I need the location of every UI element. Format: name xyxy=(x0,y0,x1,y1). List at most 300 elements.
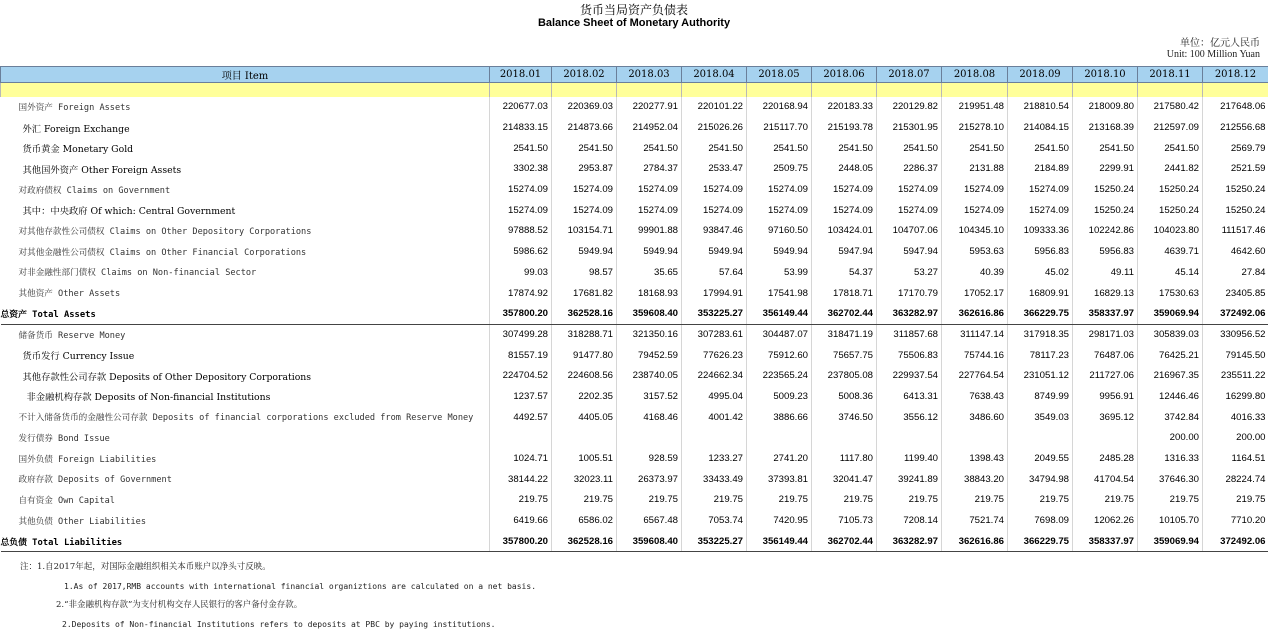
value-cell xyxy=(942,428,1008,449)
balance-sheet-table xyxy=(0,66,1268,552)
value-cell: 2541.50 xyxy=(617,138,682,159)
row-label xyxy=(1,324,490,345)
value-cell: 35.65 xyxy=(617,262,682,283)
value-cell: 1164.51 xyxy=(1203,448,1268,469)
value-cell: 219951.48 xyxy=(942,97,1008,118)
value-cell: 53.99 xyxy=(747,262,812,283)
table-row xyxy=(1,510,1268,531)
value-cell: 2953.87 xyxy=(552,159,617,180)
value-cell: 3695.12 xyxy=(1073,407,1138,428)
row-label-text: 对非金融性部门债权 Claims on Non-financial Sector xyxy=(18,268,257,279)
band-cell xyxy=(682,83,747,97)
value-cell: 97160.50 xyxy=(747,221,812,242)
table-body xyxy=(1,97,1268,552)
value-cell: 214873.66 xyxy=(552,117,617,138)
row-label xyxy=(1,365,490,386)
value-cell: 79145.50 xyxy=(1203,345,1268,366)
value-cell: 362616.86 xyxy=(942,303,1008,324)
header-band xyxy=(1,83,1268,97)
row-label-text: 储备货币 Reserve Money xyxy=(18,330,126,341)
header-month: 2018.01 xyxy=(490,67,552,83)
value-cell: 372492.06 xyxy=(1203,531,1268,552)
value-cell: 15274.09 xyxy=(747,179,812,200)
value-cell: 5947.94 xyxy=(812,241,877,262)
value-cell: 358337.97 xyxy=(1073,531,1138,552)
value-cell: 17541.98 xyxy=(747,283,812,304)
value-cell: 4642.60 xyxy=(1203,241,1268,262)
value-cell: 215193.78 xyxy=(812,117,877,138)
value-cell: 78117.23 xyxy=(1008,345,1073,366)
value-cell: 219.75 xyxy=(1203,490,1268,511)
value-cell: 224662.34 xyxy=(682,365,747,386)
value-cell: 3556.12 xyxy=(877,407,942,428)
header-month: 2018.06 xyxy=(812,67,877,83)
value-cell: 28224.74 xyxy=(1203,469,1268,490)
value-cell: 2541.50 xyxy=(1008,138,1073,159)
table-row xyxy=(1,345,1268,366)
value-cell: 27.84 xyxy=(1203,262,1268,283)
value-cell: 6413.31 xyxy=(877,386,942,407)
value-cell: 37646.30 xyxy=(1138,469,1203,490)
band-cell xyxy=(812,83,877,97)
band-cell xyxy=(617,83,682,97)
value-cell: 1117.80 xyxy=(812,448,877,469)
table-row xyxy=(1,241,1268,262)
value-cell: 227764.54 xyxy=(942,365,1008,386)
table-row xyxy=(1,386,1268,407)
value-cell: 353225.27 xyxy=(682,531,747,552)
value-cell: 223565.24 xyxy=(747,365,812,386)
value-cell xyxy=(490,428,552,449)
value-cell: 15274.09 xyxy=(1008,179,1073,200)
value-cell: 219.75 xyxy=(1073,490,1138,511)
value-cell: 4168.46 xyxy=(617,407,682,428)
band-cell xyxy=(1,83,490,97)
value-cell: 17530.63 xyxy=(1138,283,1203,304)
value-cell: 357800.20 xyxy=(490,531,552,552)
value-cell: 359608.40 xyxy=(617,303,682,324)
band-cell xyxy=(552,83,617,97)
value-cell: 17994.91 xyxy=(682,283,747,304)
value-cell: 16829.13 xyxy=(1073,283,1138,304)
header-month: 2018.03 xyxy=(617,67,682,83)
value-cell: 5949.94 xyxy=(552,241,617,262)
value-cell: 15274.09 xyxy=(747,200,812,221)
band-cell xyxy=(942,83,1008,97)
row-label-text: 其他资产 Other Assets xyxy=(18,289,121,300)
value-cell: 3549.03 xyxy=(1008,407,1073,428)
value-cell: 54.37 xyxy=(812,262,877,283)
unit-label-chinese: 单位：亿元人民币 xyxy=(1180,38,1260,49)
value-cell: 5947.94 xyxy=(877,241,942,262)
value-cell: 318471.19 xyxy=(812,324,877,345)
value-cell: 216967.35 xyxy=(1138,365,1203,386)
value-cell: 4001.42 xyxy=(682,407,747,428)
value-cell: 99901.88 xyxy=(617,221,682,242)
value-cell: 3886.66 xyxy=(747,407,812,428)
row-label-text: 对政府债权 Claims on Government xyxy=(18,185,171,196)
value-cell: 5956.83 xyxy=(1008,241,1073,262)
value-cell: 353225.27 xyxy=(682,303,747,324)
value-cell: 2448.05 xyxy=(812,159,877,180)
value-cell: 219.75 xyxy=(617,490,682,511)
value-cell: 15250.24 xyxy=(1138,200,1203,221)
row-label-text: 货币黄金 Monetary Gold xyxy=(22,144,134,156)
value-cell: 2299.91 xyxy=(1073,159,1138,180)
value-cell: 1199.40 xyxy=(877,448,942,469)
value-cell: 2441.82 xyxy=(1138,159,1203,180)
value-cell: 366229.75 xyxy=(1008,531,1073,552)
value-cell: 219.75 xyxy=(942,490,1008,511)
value-cell: 111517.46 xyxy=(1203,221,1268,242)
table-row xyxy=(1,469,1268,490)
value-cell: 109333.36 xyxy=(1008,221,1073,242)
value-cell: 366229.75 xyxy=(1008,303,1073,324)
value-cell: 200.00 xyxy=(1203,428,1268,449)
value-cell xyxy=(1008,428,1073,449)
value-cell: 2286.37 xyxy=(877,159,942,180)
value-cell: 6419.66 xyxy=(490,510,552,531)
value-cell: 5953.63 xyxy=(942,241,1008,262)
value-cell: 219.75 xyxy=(1138,490,1203,511)
table-row xyxy=(1,179,1268,200)
header-month: 2018.07 xyxy=(877,67,942,83)
value-cell: 7208.14 xyxy=(877,510,942,531)
value-cell: 102242.86 xyxy=(1073,221,1138,242)
header-month: 2018.02 xyxy=(552,67,617,83)
row-label xyxy=(1,428,490,449)
row-label-text: 其他存款性公司存款 Deposits of Other Depository Corporations xyxy=(22,371,312,383)
title-chinese: 货币当局资产负债表 xyxy=(579,3,688,17)
row-label-text: 对其他金融性公司债权 Claims on Other Financial Corporations xyxy=(18,247,307,258)
value-cell: 4492.57 xyxy=(490,407,552,428)
band-cell xyxy=(877,83,942,97)
value-cell: 15250.24 xyxy=(1203,200,1268,221)
footnote-2-en: 2.Deposits of Non-financial Institutions refers to deposits at PBC by paying institutions. xyxy=(62,620,496,629)
value-cell: 220369.03 xyxy=(552,97,617,118)
value-cell: 2541.50 xyxy=(682,138,747,159)
value-cell: 23405.85 xyxy=(1203,283,1268,304)
row-label xyxy=(1,345,490,366)
table-row xyxy=(1,138,1268,159)
value-cell: 75506.83 xyxy=(877,345,942,366)
row-label xyxy=(1,407,490,428)
band-cell xyxy=(1138,83,1203,97)
value-cell: 2541.50 xyxy=(877,138,942,159)
value-cell: 307499.28 xyxy=(490,324,552,345)
value-cell: 15274.09 xyxy=(490,179,552,200)
value-cell: 2541.50 xyxy=(1073,138,1138,159)
value-cell: 103424.01 xyxy=(812,221,877,242)
value-cell: 2541.50 xyxy=(1138,138,1203,159)
value-cell: 218009.80 xyxy=(1073,97,1138,118)
value-cell: 57.64 xyxy=(682,262,747,283)
value-cell: 16809.91 xyxy=(1008,283,1073,304)
value-cell: 311147.14 xyxy=(942,324,1008,345)
value-cell: 362702.44 xyxy=(812,531,877,552)
value-cell: 215117.70 xyxy=(747,117,812,138)
value-cell xyxy=(552,428,617,449)
value-cell: 2741.20 xyxy=(747,448,812,469)
value-cell: 1398.43 xyxy=(942,448,1008,469)
value-cell: 41704.54 xyxy=(1073,469,1138,490)
value-cell: 330956.52 xyxy=(1203,324,1268,345)
value-cell: 212597.09 xyxy=(1138,117,1203,138)
value-cell: 75744.16 xyxy=(942,345,1008,366)
value-cell: 16299.80 xyxy=(1203,386,1268,407)
value-cell: 5956.83 xyxy=(1073,241,1138,262)
value-cell: 359608.40 xyxy=(617,531,682,552)
row-label xyxy=(1,241,490,262)
value-cell: 15250.24 xyxy=(1203,179,1268,200)
value-cell: 81557.19 xyxy=(490,345,552,366)
table-row xyxy=(1,324,1268,345)
value-cell: 15274.09 xyxy=(552,200,617,221)
value-cell: 2202.35 xyxy=(552,386,617,407)
header-month: 2018.08 xyxy=(942,67,1008,83)
value-cell: 15274.09 xyxy=(812,200,877,221)
value-cell: 15274.09 xyxy=(812,179,877,200)
value-cell: 15274.09 xyxy=(877,179,942,200)
footnotes xyxy=(6,558,536,630)
header-month: 2018.09 xyxy=(1008,67,1073,83)
header-month: 2018.12 xyxy=(1203,67,1268,83)
value-cell: 7638.43 xyxy=(942,386,1008,407)
value-cell: 37393.81 xyxy=(747,469,812,490)
band-cell xyxy=(1073,83,1138,97)
value-cell: 26373.97 xyxy=(617,469,682,490)
value-cell: 2541.50 xyxy=(747,138,812,159)
value-cell: 8749.99 xyxy=(1008,386,1073,407)
value-cell: 5009.23 xyxy=(747,386,812,407)
value-cell: 4639.71 xyxy=(1138,241,1203,262)
value-cell: 311857.68 xyxy=(877,324,942,345)
row-label xyxy=(1,448,490,469)
value-cell xyxy=(877,428,942,449)
value-cell: 224608.56 xyxy=(552,365,617,386)
value-cell: 93847.46 xyxy=(682,221,747,242)
value-cell: 237805.08 xyxy=(812,365,877,386)
table-row xyxy=(1,117,1268,138)
row-label xyxy=(1,531,490,552)
value-cell: 91477.80 xyxy=(552,345,617,366)
value-cell: 5986.62 xyxy=(490,241,552,262)
value-cell: 214084.15 xyxy=(1008,117,1073,138)
value-cell: 2509.75 xyxy=(747,159,812,180)
table-row xyxy=(1,283,1268,304)
value-cell: 18168.93 xyxy=(617,283,682,304)
row-label-text: 其中：中央政府 Of which: Central Government xyxy=(22,206,236,218)
value-cell: 76487.06 xyxy=(1073,345,1138,366)
header-month: 2018.05 xyxy=(747,67,812,83)
value-cell: 235511.22 xyxy=(1203,365,1268,386)
row-label-text: 其他负债 Other Liabilities xyxy=(18,516,147,527)
value-cell: 321350.16 xyxy=(617,324,682,345)
row-label xyxy=(1,283,490,304)
value-cell: 33433.49 xyxy=(682,469,747,490)
value-cell: 38843.20 xyxy=(942,469,1008,490)
value-cell: 215026.26 xyxy=(682,117,747,138)
value-cell: 217648.06 xyxy=(1203,97,1268,118)
value-cell: 76425.21 xyxy=(1138,345,1203,366)
value-cell: 2049.55 xyxy=(1008,448,1073,469)
value-cell: 75912.60 xyxy=(747,345,812,366)
value-cell: 231051.12 xyxy=(1008,365,1073,386)
value-cell: 104023.80 xyxy=(1138,221,1203,242)
value-cell: 6567.48 xyxy=(617,510,682,531)
row-label-text: 货币发行 Currency Issue xyxy=(22,351,135,363)
value-cell: 3742.84 xyxy=(1138,407,1203,428)
value-cell: 5949.94 xyxy=(747,241,812,262)
value-cell: 2184.89 xyxy=(1008,159,1073,180)
table-row xyxy=(1,531,1268,552)
table-row xyxy=(1,159,1268,180)
unit-label-english: Unit: 100 Million Yuan xyxy=(1166,49,1260,60)
value-cell: 215301.95 xyxy=(877,117,942,138)
value-cell: 45.02 xyxy=(1008,262,1073,283)
row-label-text: 总资产 Total Assets xyxy=(0,309,96,320)
row-label xyxy=(1,386,490,407)
row-label-text: 国外资产 Foreign Assets xyxy=(18,102,131,113)
value-cell: 39241.89 xyxy=(877,469,942,490)
value-cell: 2521.59 xyxy=(1203,159,1268,180)
table-row xyxy=(1,407,1268,428)
value-cell: 214833.15 xyxy=(490,117,552,138)
value-cell: 305839.03 xyxy=(1138,324,1203,345)
value-cell: 215278.10 xyxy=(942,117,1008,138)
value-cell: 3746.50 xyxy=(812,407,877,428)
value-cell: 53.27 xyxy=(877,262,942,283)
value-cell: 17818.71 xyxy=(812,283,877,304)
row-label xyxy=(1,200,490,221)
value-cell: 356149.44 xyxy=(747,303,812,324)
value-cell: 3486.60 xyxy=(942,407,1008,428)
row-label xyxy=(1,490,490,511)
value-cell: 40.39 xyxy=(942,262,1008,283)
value-cell: 219.75 xyxy=(490,490,552,511)
value-cell: 356149.44 xyxy=(747,531,812,552)
value-cell: 318288.71 xyxy=(552,324,617,345)
value-cell xyxy=(617,428,682,449)
value-cell: 15274.09 xyxy=(490,200,552,221)
value-cell: 3157.52 xyxy=(617,386,682,407)
value-cell: 17874.92 xyxy=(490,283,552,304)
header-month: 2018.10 xyxy=(1073,67,1138,83)
value-cell: 3302.38 xyxy=(490,159,552,180)
value-cell: 219.75 xyxy=(682,490,747,511)
value-cell: 38144.22 xyxy=(490,469,552,490)
row-label-text: 外汇 Foreign Exchange xyxy=(22,123,130,135)
value-cell: 104707.06 xyxy=(877,221,942,242)
value-cell: 32023.11 xyxy=(552,469,617,490)
value-cell: 7105.73 xyxy=(812,510,877,531)
value-cell: 12062.26 xyxy=(1073,510,1138,531)
value-cell: 372492.06 xyxy=(1203,303,1268,324)
value-cell: 1237.57 xyxy=(490,386,552,407)
value-cell: 219.75 xyxy=(877,490,942,511)
value-cell: 359069.94 xyxy=(1138,303,1203,324)
value-cell: 4405.05 xyxy=(552,407,617,428)
value-cell: 220168.94 xyxy=(747,97,812,118)
value-cell: 2541.50 xyxy=(942,138,1008,159)
value-cell: 220677.03 xyxy=(490,97,552,118)
value-cell: 1005.51 xyxy=(552,448,617,469)
value-cell: 362528.16 xyxy=(552,531,617,552)
value-cell: 2533.47 xyxy=(682,159,747,180)
value-cell: 17052.17 xyxy=(942,283,1008,304)
band-cell xyxy=(747,83,812,97)
value-cell: 304487.07 xyxy=(747,324,812,345)
value-cell: 5949.94 xyxy=(682,241,747,262)
row-label-text: 对其他存款性公司债权 Claims on Other Depository Corporations xyxy=(18,226,312,237)
value-cell: 15274.09 xyxy=(942,200,1008,221)
header-month: 2018.04 xyxy=(682,67,747,83)
value-cell: 45.14 xyxy=(1138,262,1203,283)
row-label xyxy=(1,262,490,283)
value-cell: 359069.94 xyxy=(1138,531,1203,552)
value-cell: 1024.71 xyxy=(490,448,552,469)
table-row xyxy=(1,303,1268,324)
value-cell: 2541.50 xyxy=(812,138,877,159)
value-cell: 4995.04 xyxy=(682,386,747,407)
table-row xyxy=(1,221,1268,242)
value-cell: 2541.50 xyxy=(552,138,617,159)
row-label-text: 发行债券 Bond Issue xyxy=(18,433,110,444)
value-cell: 75657.75 xyxy=(812,345,877,366)
value-cell: 99.03 xyxy=(490,262,552,283)
value-cell: 5008.36 xyxy=(812,386,877,407)
value-cell: 357800.20 xyxy=(490,303,552,324)
value-cell: 32041.47 xyxy=(812,469,877,490)
table-row xyxy=(1,262,1268,283)
value-cell: 15274.09 xyxy=(617,179,682,200)
table-row xyxy=(1,428,1268,449)
value-cell: 1233.27 xyxy=(682,448,747,469)
value-cell xyxy=(1073,428,1138,449)
table-row xyxy=(1,200,1268,221)
value-cell: 2485.28 xyxy=(1073,448,1138,469)
table-row xyxy=(1,97,1268,118)
value-cell: 104345.10 xyxy=(942,221,1008,242)
row-label-text: 自有资金 Own Capital xyxy=(18,495,115,506)
value-cell: 362702.44 xyxy=(812,303,877,324)
value-cell: 219.75 xyxy=(812,490,877,511)
value-cell: 217580.42 xyxy=(1138,97,1203,118)
header-month: 2018.11 xyxy=(1138,67,1203,83)
value-cell: 7053.74 xyxy=(682,510,747,531)
value-cell: 34794.98 xyxy=(1008,469,1073,490)
row-label xyxy=(1,117,490,138)
value-cell: 238740.05 xyxy=(617,365,682,386)
value-cell: 4016.33 xyxy=(1203,407,1268,428)
value-cell: 17681.82 xyxy=(552,283,617,304)
value-cell xyxy=(682,428,747,449)
value-cell: 7710.20 xyxy=(1203,510,1268,531)
row-label-text: 总负债 Total Liabilities xyxy=(0,537,123,548)
value-cell: 224704.52 xyxy=(490,365,552,386)
value-cell: 15274.09 xyxy=(682,200,747,221)
value-cell: 363282.97 xyxy=(877,531,942,552)
footnote-1-zh: 注：1.自2017年起，对国际金融组织相关本币账户以净头寸反映。 xyxy=(20,562,271,572)
value-cell: 6586.02 xyxy=(552,510,617,531)
value-cell: 7420.95 xyxy=(747,510,812,531)
value-cell: 220129.82 xyxy=(877,97,942,118)
value-cell xyxy=(747,428,812,449)
row-label xyxy=(1,303,490,324)
header-item: 项目 Item xyxy=(1,67,490,83)
row-label-text: 不计入储备货币的金融性公司存款 Deposits of financial corporations excluded from Reserve Money xyxy=(18,413,474,424)
value-cell: 363282.97 xyxy=(877,303,942,324)
